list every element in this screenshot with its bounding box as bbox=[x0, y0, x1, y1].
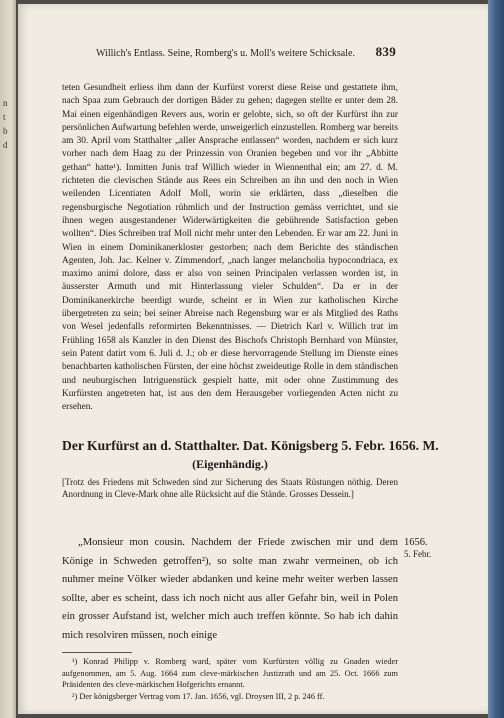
footnote-divider bbox=[62, 652, 132, 653]
page-number: 839 bbox=[375, 44, 396, 59]
running-header bbox=[96, 44, 396, 60]
left-page-fragment: d bbox=[3, 140, 8, 150]
left-page-fragment: b bbox=[3, 126, 8, 136]
margin-date-day: 5. Febr. bbox=[404, 549, 432, 559]
body-paragraph: teten Gesundheit erliess ihm dann der Kurfürst vorerst diese Reise und gestattete ihm, nach Spaa zum Gebrauch der dortigen Bäder zu gehen; dagegen stellte er unter dem 28. Mai einen eigenhändigen Revers aus, worin er gelobte, sich, so oft der Kurfürst ihn zur persönlichen Aufwartung befehlen werde, unweigerlich einzustellen. Romberg war bereits am 30. April vom Statthalter „aller Ansprache entlassen“ worden, nachdem er sich kurz vorher nach dem Haag zu der Prinzessin von Oranien begeben und vor ihr „Abbitte gethan“ hatte¹). Inmitten Junis traf Willich wieder in Wiennenthal ein; am 27. d. M. richteten die clevischen Stände aus Rees ein Schreiben an ihn und den noch in Wien weilenden Licentiaten Adolf Moll, worin sie erklärten, dass „dieselben die regensburgische Negotiation rühmlich und der Instruction gemäss verrichtet, und sie ihnen wegen ausgestandener Widerwärtigkeiten die gebührende Satisfaction geben wollten“. Dies Schreiben traf Moll nicht mehr unter den Lebenden. Er war am 22. Juni in Wien in einem Dominikanerkloster gestorben; nach dem Berichte des ständischen Agenten, Joh. Jac. Kelner v. Zimmendorf, „nach langer melancholia hypocondriaca, ex maximo animi dolore, dass er also von seinen Principalen verlassen worden ist, in äusserster Armuth und mit Hinterlassung vieler Schulden“. Da er in der Dominikanerkirche beerdigt wurde, scheint er in Wien zur katholischen Kirche übergetreten zu sein; bei seiner Abreise nach Regensburg war er als Mitglied des Raths von Wesel jedenfalls reformirten Bekenntnisses. — Dietrich Karl v. Willich trat im Frühling 1658 als Kanzler in den Dienst des Bischofs Christoph Bernhard von Münster, sein Patent datirt vom 6. Juli d. J.; ob er diese hervorragende Stellung im Dienste eines benachbarten katholischen Fürsten, der eine höchst zweideutige Rolle in dem ständischen und neuburgischen Intriguenstück gespielt hatte, mit oder ohne Zustimmung des Kurfürsten angetreten hat, ist aus den dem Herausgeber vorliegenden Acten nicht zu ersehen. bbox=[62, 83, 398, 413]
document-heading bbox=[62, 438, 439, 472]
footnote: ¹) Konrad Philipp v. Romberg ward, später vom Kurfürsten völlig zu Gnaden wieder aufgenommen, am 5. Aug. 1664 zum cleve-märkischen Justizrath und am 25. Oct. 1666 zum Präsidenten des cleve-märkischen Hofgerichts ernannt. bbox=[62, 657, 398, 690]
editorial-note: [Trotz des Friedens mit Schweden sind zur Sicherung des Staats Rüstungen nöthig. Deren Anordnung in Cleve-Mark ohne alle Rücksicht auf die Stände. Grosses Dessein.] bbox=[62, 477, 398, 499]
footnotes bbox=[62, 656, 398, 702]
left-page-fragment: n bbox=[3, 98, 8, 108]
letter-text: „Monsieur mon cousin. Nachdem der Friede zwischen mir und dem Könige in Schweden getroffen²), so solte man zwahr vermeinen, ob ich nuhmer meine Völker wieder abdanken und keine mehr weiter werben lassen sollte, aber es scheint, dass ich noch nicht aus aller Gefahr bin, weil in Polen ein grosser Aufstand ist, welcher mich auch treffen könnte. So hab ich dahin mich resolviren müssen, noch einige bbox=[62, 537, 398, 641]
book-page bbox=[18, 4, 488, 714]
left-page-edge bbox=[0, 0, 16, 718]
margin-date bbox=[404, 537, 431, 559]
left-page-fragment: t bbox=[3, 112, 6, 122]
document-subtitle: (Eigenhändig.) bbox=[192, 457, 268, 471]
document-title: Der Kurfürst an d. Statthalter. Dat. Königsberg 5. Febr. 1656. M. bbox=[62, 438, 439, 453]
running-title: Willich's Entlass. Seine, Romberg's u. Moll's weitere Schicksale. bbox=[96, 48, 355, 59]
book-cover-edge bbox=[488, 0, 504, 718]
footnote: ²) Der königsberger Vertrag vom 17. Jan. 1656, vgl. Droysen III, 2 p. 246 ff. bbox=[72, 691, 325, 701]
margin-date-year: 1656. bbox=[404, 537, 428, 548]
